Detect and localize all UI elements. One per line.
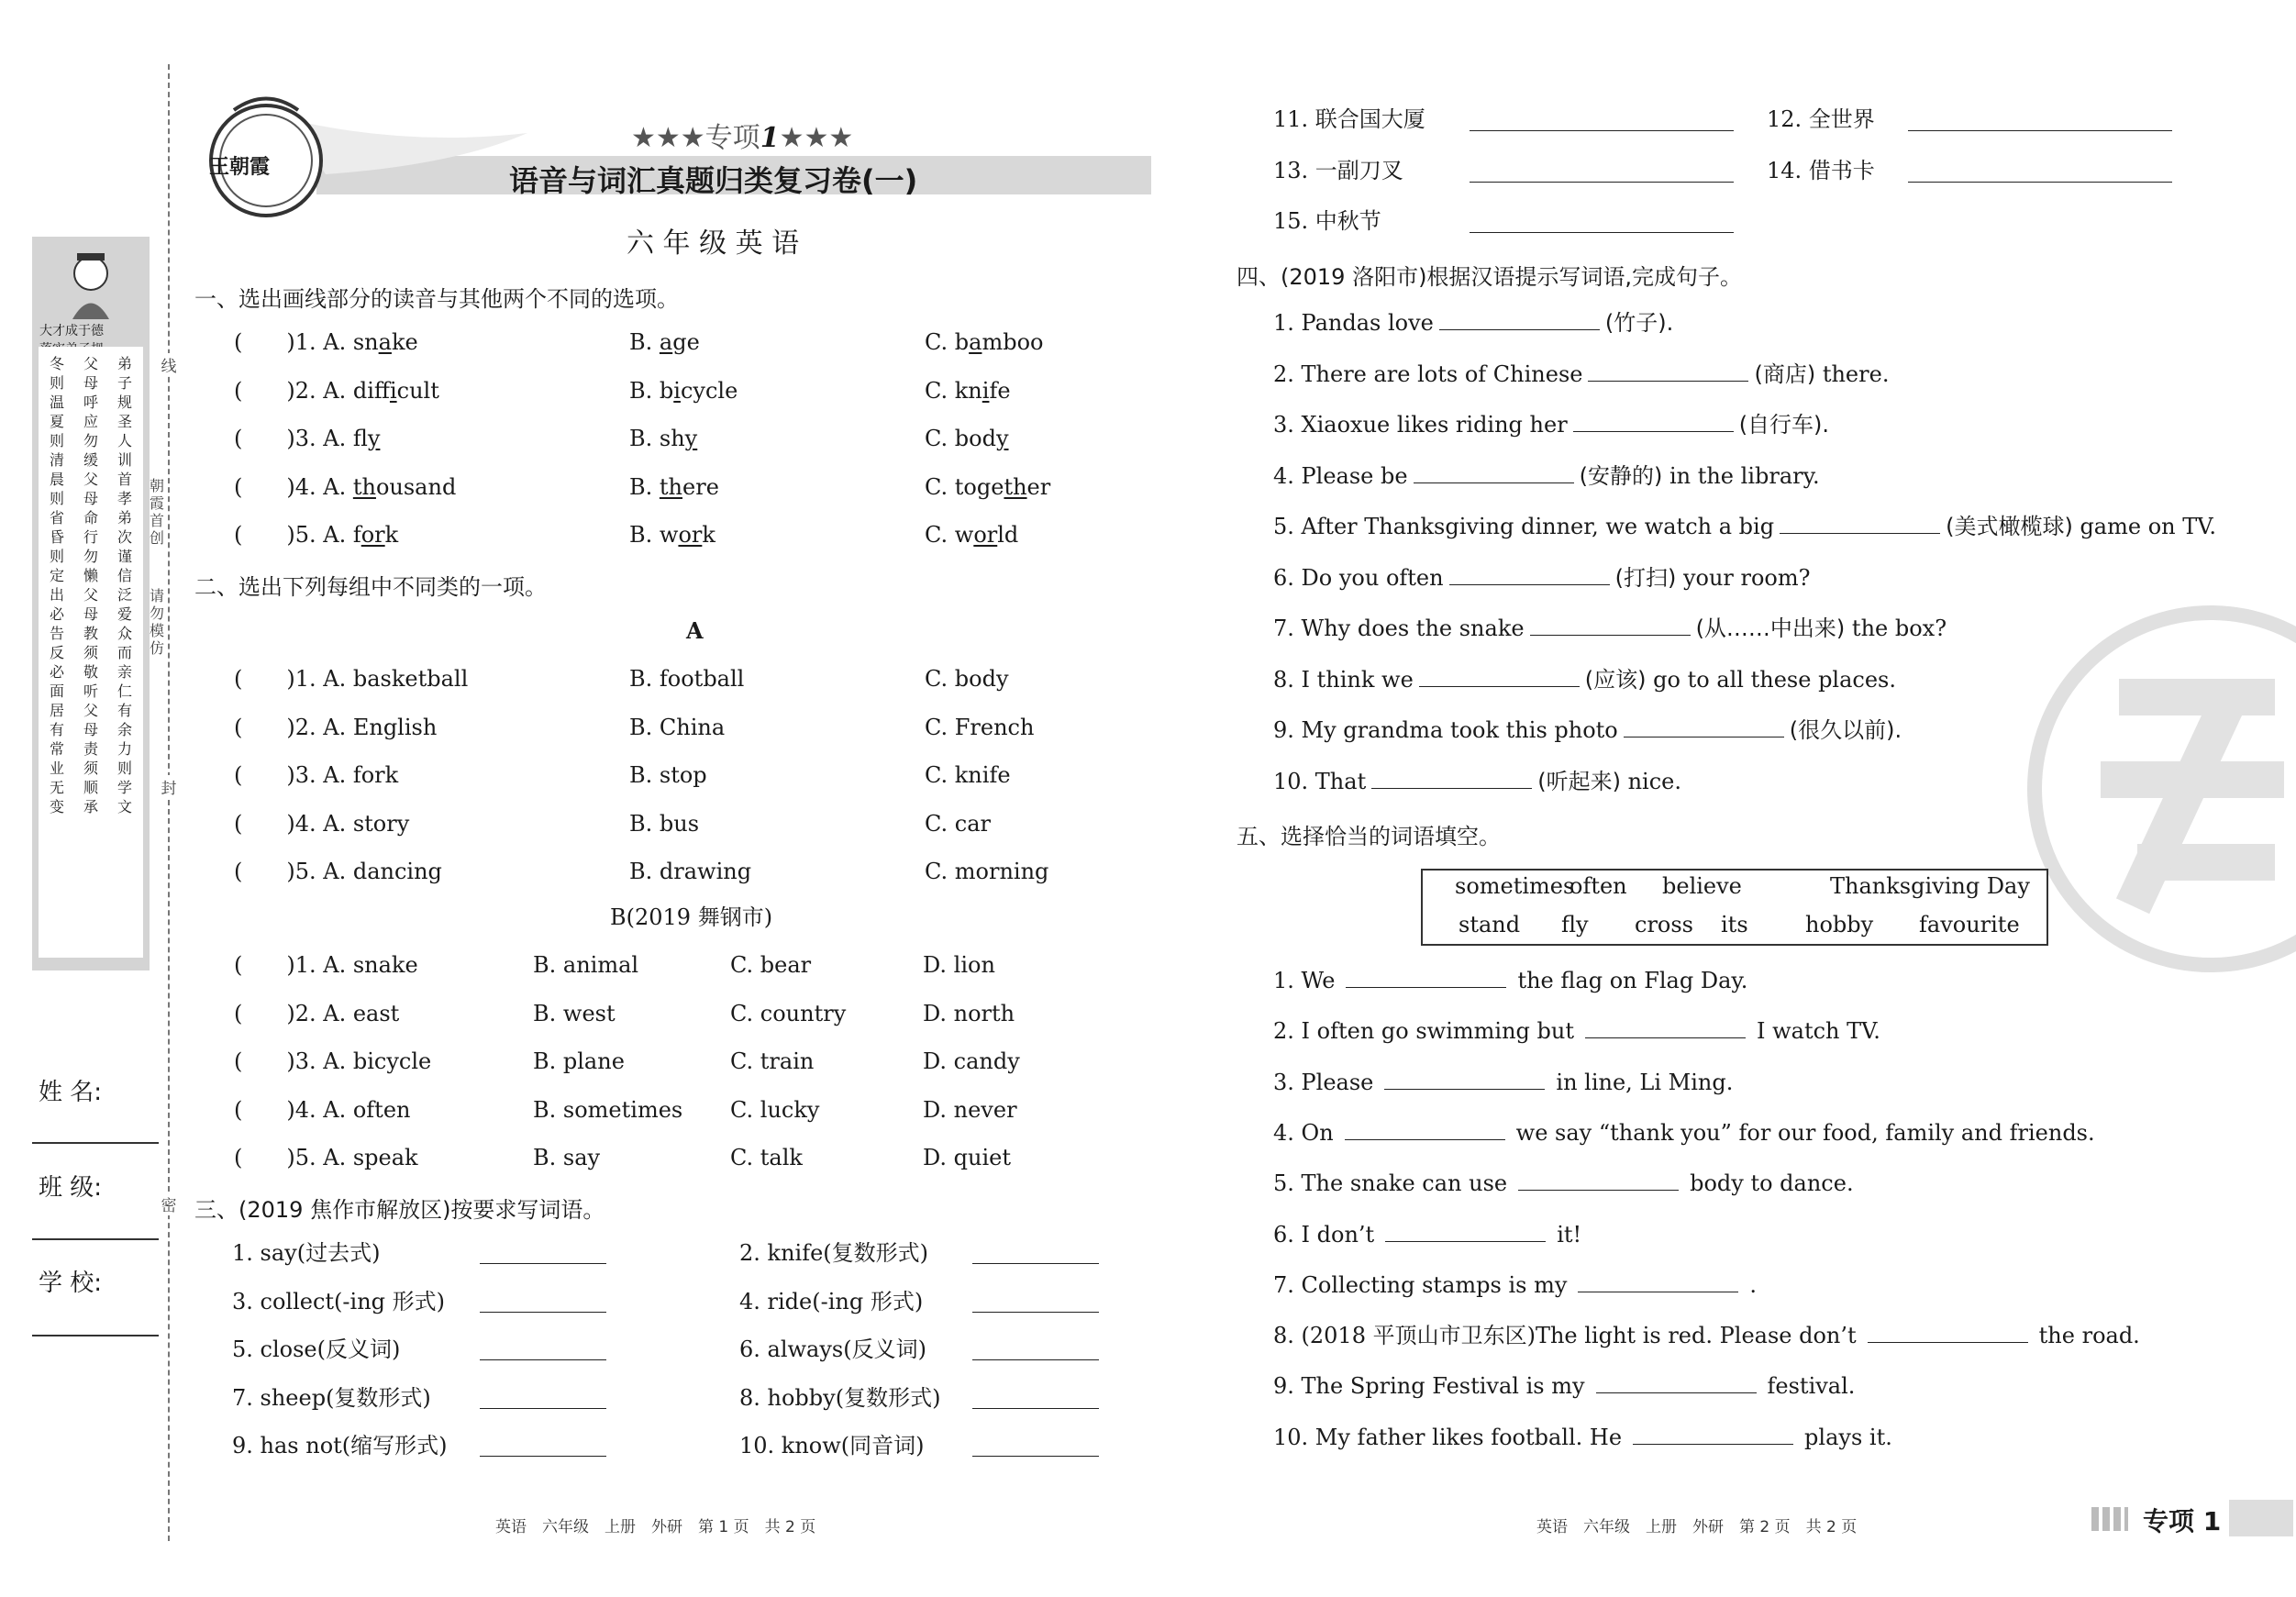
group-a-label: A <box>686 617 704 644</box>
motto-panel <box>39 347 143 958</box>
answer-blank[interactable] <box>1633 1424 1793 1445</box>
odd-one-out-option-c: C. lucky <box>730 1096 820 1123</box>
answer-blank[interactable] <box>480 1408 606 1409</box>
phonics-question: ( )4. A. thousand <box>234 473 457 500</box>
answer-blank[interactable] <box>1624 716 1784 738</box>
answer-blank[interactable] <box>480 1312 606 1313</box>
odd-one-out-option-b: B. China <box>629 714 726 740</box>
word-task-prompt: 3. collect(-ing 形式) <box>232 1288 446 1314</box>
vertical-note-1: 朝霞首创 <box>150 477 165 547</box>
sentence-with-hint: 9. My grandma took this photo (很久以前). <box>1273 717 1902 743</box>
odd-one-out-option-b: B. say <box>533 1145 601 1170</box>
answer-blank[interactable] <box>1414 462 1574 483</box>
answer-blank[interactable] <box>972 1408 1099 1409</box>
word-bank-word: favourite <box>1919 912 2020 937</box>
word-bank-word: cross <box>1635 912 1693 937</box>
word-task-prompt: 12. 全世界 <box>1767 106 1875 132</box>
answer-blank[interactable] <box>480 1263 606 1264</box>
name-label: 姓 名: <box>39 1079 103 1106</box>
sentence-with-hint: 6. Do you often (打扫) your room? <box>1273 564 1811 591</box>
answer-blank[interactable] <box>1470 130 1734 131</box>
vertical-note-2: 请勿模仿 <box>150 587 165 657</box>
answer-blank[interactable] <box>1530 615 1691 636</box>
motto-column-2: 父母呼应勿缓父母命行勿懒父母教须敬听父母责须顺承 <box>83 355 98 815</box>
word-bank-word: often <box>1569 873 1627 899</box>
answer-blank[interactable] <box>1596 1372 1757 1393</box>
phonics-option-c: C. body <box>925 426 1009 451</box>
phonics-question: ( )1. A. snake <box>234 329 418 355</box>
odd-one-out-question: ( )2. A. English <box>234 714 438 740</box>
subtitle: ★★★专项1★★★ <box>631 122 854 154</box>
word-bank-word: its <box>1721 912 1748 937</box>
class-label: 班 级: <box>39 1174 103 1202</box>
section-2-heading: 二、选出下列每组中不同类的一项。 <box>194 574 547 600</box>
motto-column-3: 冬则温夏则清晨则省昏则定出必告反必面居有常业无变 <box>49 355 64 815</box>
word-bank-word: sometimes <box>1455 873 1575 899</box>
odd-one-out-question: ( )4. A. often <box>234 1096 411 1123</box>
group-b-label: B(2019 舞钢市) <box>610 904 773 930</box>
answer-blank[interactable] <box>1470 232 1734 233</box>
watermark-glyph <box>2082 660 2296 926</box>
word-task-prompt: 13. 一副刀叉 <box>1273 157 1403 183</box>
odd-one-out-option-c: C. train <box>730 1048 815 1074</box>
page-1-footer: 英语 六年级 上册 外研 第 1 页 共 2 页 <box>495 1518 816 1536</box>
odd-one-out-option-d: D. lion <box>923 952 995 978</box>
motto-line-1: 大才成于德 <box>39 324 104 338</box>
fill-in-sentence: 9. The Spring Festival is my festival. <box>1273 1373 1856 1400</box>
answer-blank[interactable] <box>1439 309 1600 330</box>
answer-blank[interactable] <box>1470 182 1734 183</box>
answer-blank[interactable] <box>1385 1221 1546 1242</box>
odd-one-out-question: ( )2. A. east <box>234 1000 400 1026</box>
answer-blank[interactable] <box>1518 1170 1679 1191</box>
word-task-prompt: 14. 借书卡 <box>1767 157 1875 183</box>
word-bank-word: hobby <box>1805 912 1874 937</box>
odd-one-out-question: ( )5. A. dancing <box>234 859 442 884</box>
student-figure-icon <box>63 246 118 319</box>
sentence-with-hint: 3. Xiaoxue likes riding her (自行车). <box>1273 412 1830 438</box>
odd-one-out-option-b: B. bus <box>629 810 700 837</box>
answer-blank[interactable] <box>1868 1322 2028 1343</box>
fill-in-sentence: 3. Please in line, Li Ming. <box>1273 1069 1734 1095</box>
odd-one-out-option-b: B. stop <box>629 762 707 788</box>
answer-blank[interactable] <box>1371 768 1532 789</box>
school-field[interactable] <box>32 1335 159 1336</box>
word-task-prompt: 5. close(反义词) <box>232 1336 401 1362</box>
odd-one-out-option-b: B. sometimes <box>533 1096 683 1123</box>
answer-blank[interactable] <box>972 1456 1099 1457</box>
odd-one-out-option-d: D. never <box>923 1096 1017 1123</box>
phonics-option-b: B. bicycle <box>629 377 738 404</box>
answer-blank[interactable] <box>1908 182 2172 183</box>
phonics-option-b: B. age <box>629 329 700 355</box>
odd-one-out-question: ( )3. A. bicycle <box>234 1048 432 1074</box>
fill-in-sentence: 7. Collecting stamps is my . <box>1273 1271 1758 1298</box>
phonics-option-b: B. shy <box>629 426 698 451</box>
motto-sidebar <box>32 237 150 970</box>
word-bank-word: believe <box>1662 873 1742 899</box>
fill-in-sentence: 4. On we say “thank you” for our food, family and friends. <box>1273 1119 2095 1146</box>
grade-title: 六 年 级 英 语 <box>627 227 800 260</box>
word-task-prompt: 1. say(过去式) <box>232 1240 381 1266</box>
binding-marker-seal: 封 <box>158 775 180 798</box>
phonics-question: ( )5. A. fork <box>234 522 399 548</box>
word-bank-word: stand <box>1459 912 1521 937</box>
page-title: 语音与词汇真题归类复习卷(一) <box>509 163 918 198</box>
answer-blank[interactable] <box>1384 1069 1545 1090</box>
fill-in-sentence: 6. I don’t it! <box>1273 1221 1582 1248</box>
word-bank-word: fly <box>1561 912 1589 937</box>
sentence-with-hint: 1. Pandas love (竹子). <box>1273 310 1674 336</box>
binding-marker-secret: 密 <box>158 1192 180 1215</box>
odd-one-out-option-c: C. knife <box>925 762 1011 788</box>
odd-one-out-option-d: D. quiet <box>923 1145 1011 1170</box>
sentence-with-hint: 2. There are lots of Chinese (商店) there. <box>1273 360 1890 387</box>
odd-one-out-option-c: C. bear <box>730 952 812 978</box>
school-label: 学 校: <box>39 1270 103 1297</box>
section-1-heading: 一、选出画线部分的读音与其他两个不同的选项。 <box>194 286 679 312</box>
answer-blank[interactable] <box>1419 666 1580 687</box>
binding-dashed-line <box>168 64 170 1541</box>
answer-blank[interactable] <box>1908 130 2172 131</box>
sentence-with-hint: 8. I think we (应该) go to all these places. <box>1273 666 1897 693</box>
corner-tag: 专项 1 <box>2091 1500 2293 1536</box>
answer-blank[interactable] <box>1588 360 1748 382</box>
word-task-prompt: 7. sheep(复数形式) <box>232 1384 431 1411</box>
phonics-option-c: C. world <box>925 522 1019 548</box>
binding-marker-line: 线 <box>158 353 180 376</box>
odd-one-out-question: ( )3. A. fork <box>234 762 399 788</box>
phonics-question: ( )2. A. difficult <box>234 377 439 404</box>
odd-one-out-option-c: C. talk <box>730 1145 803 1170</box>
word-task-prompt: 8. hobby(复数形式) <box>739 1384 941 1411</box>
odd-one-out-option-b: B. animal <box>533 952 639 978</box>
sentence-with-hint: 7. Why does the snake (从……中出来) the box? <box>1273 616 1947 641</box>
answer-blank[interactable] <box>480 1456 606 1457</box>
odd-one-out-question: ( )5. A. speak <box>234 1145 418 1170</box>
answer-blank[interactable] <box>1573 411 1734 432</box>
word-task-prompt: 15. 中秋节 <box>1273 208 1381 234</box>
odd-one-out-option-d: D. north <box>923 1000 1015 1026</box>
answer-blank[interactable] <box>972 1312 1099 1313</box>
fill-in-sentence: 10. My father likes football. He plays it. <box>1273 1424 1892 1450</box>
word-task-prompt: 10. know(同音词) <box>739 1433 925 1458</box>
word-task-prompt: 11. 联合国大厦 <box>1273 106 1425 132</box>
answer-blank[interactable] <box>1345 1119 1505 1140</box>
odd-one-out-option-c: C. French <box>925 714 1035 740</box>
fill-in-sentence: 8. (2018 平顶山市卫东区)The light is red. Please don’t the road. <box>1273 1323 2140 1349</box>
answer-blank[interactable] <box>972 1263 1099 1264</box>
phonics-option-c: C. together <box>925 473 1051 500</box>
odd-one-out-option-b: B. west <box>533 1000 616 1026</box>
page-2-footer: 英语 六年级 上册 外研 第 2 页 共 2 页 <box>1536 1518 1858 1536</box>
answer-blank[interactable] <box>1585 1017 1746 1038</box>
section-5-heading: 五、选择恰当的词语填空。 <box>1237 824 1501 849</box>
word-task-prompt: 2. knife(复数形式) <box>739 1240 929 1266</box>
odd-one-out-question: ( )1. A. snake <box>234 952 418 978</box>
odd-one-out-option-b: B. football <box>629 666 745 692</box>
section-3-heading: 三、(2019 焦作市解放区)按要求写词语。 <box>194 1197 605 1223</box>
answer-blank[interactable] <box>480 1359 606 1360</box>
word-bank-word: Thanksgiving Day <box>1830 873 2030 899</box>
section-4-heading: 四、(2019 洛阳市)根据汉语提示写词语,完成句子。 <box>1237 264 1743 290</box>
motto-column-1: 弟子规圣人训首孝弟次谨信泛爱众而亲仁有余力则学文 <box>116 355 132 815</box>
header-banner <box>179 92 1160 220</box>
answer-blank[interactable] <box>1780 513 1940 534</box>
sentence-with-hint: 10. That (听起来) nice. <box>1273 768 1681 794</box>
odd-one-out-question: ( )1. A. basketball <box>234 666 469 692</box>
odd-one-out-option-b: B. drawing <box>629 859 752 884</box>
word-task-prompt: 9. has not(缩写形式) <box>232 1433 448 1458</box>
fill-in-sentence: 2. I often go swimming but I watch TV. <box>1273 1018 1880 1045</box>
phonics-question: ( )3. A. fly <box>234 426 381 451</box>
answer-blank[interactable] <box>972 1359 1099 1360</box>
word-task-prompt: 6. always(反义词) <box>739 1336 926 1362</box>
odd-one-out-option-c: C. body <box>925 666 1009 692</box>
odd-one-out-option-c: C. car <box>925 810 991 837</box>
answer-blank[interactable] <box>1449 564 1610 585</box>
odd-one-out-question: ( )4. A. story <box>234 810 410 837</box>
logo-text: 王朝霞 <box>209 155 271 179</box>
word-task-prompt: 4. ride(-ing 形式) <box>739 1288 924 1314</box>
odd-one-out-option-c: C. morning <box>925 859 1049 884</box>
sentence-with-hint: 4. Please be (安静的) in the library. <box>1273 462 1820 489</box>
class-field[interactable] <box>32 1238 159 1240</box>
phonics-option-c: C. knife <box>925 377 1011 404</box>
sentence-with-hint: 5. After Thanksgiving dinner, we watch a big (美式橄榄球) game on TV. <box>1273 514 2217 539</box>
phonics-option-c: C. bamboo <box>925 329 1044 355</box>
odd-one-out-option-b: B. plane <box>533 1048 625 1074</box>
phonics-option-b: B. there <box>629 473 719 500</box>
name-field[interactable] <box>32 1142 159 1144</box>
fill-in-sentence: 1. We the flag on Flag Day. <box>1273 968 1748 993</box>
odd-one-out-option-c: C. country <box>730 1000 847 1026</box>
answer-blank[interactable] <box>1578 1271 1738 1292</box>
fill-in-sentence: 5. The snake can use body to dance. <box>1273 1170 1854 1197</box>
odd-one-out-option-d: D. candy <box>923 1048 1020 1074</box>
phonics-option-b: B. work <box>629 522 715 548</box>
answer-blank[interactable] <box>1346 967 1506 988</box>
